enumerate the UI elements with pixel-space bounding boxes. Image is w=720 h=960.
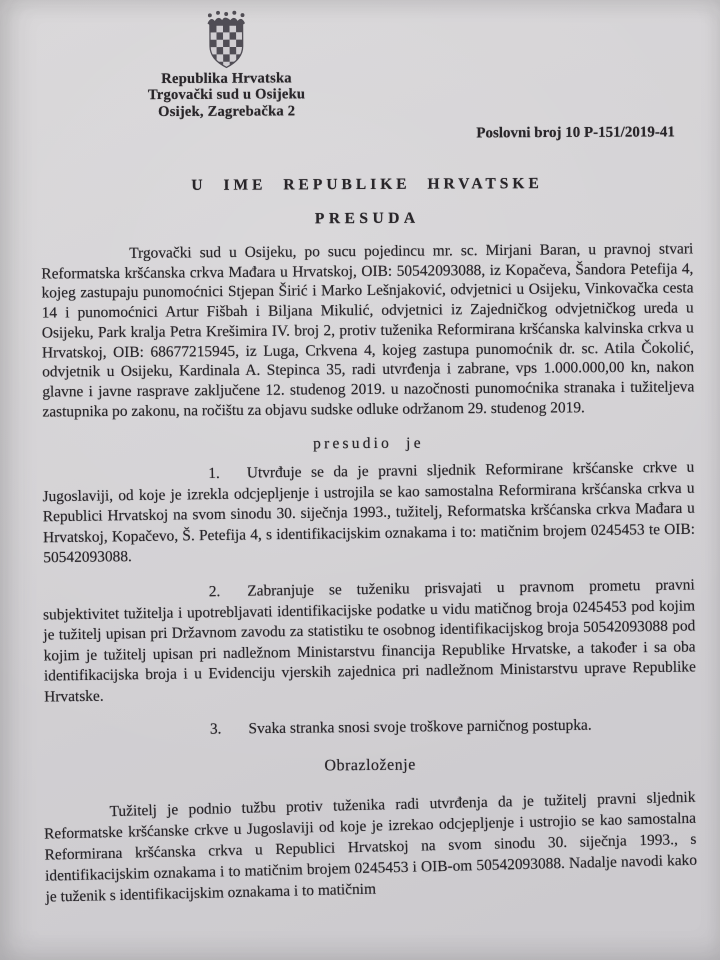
court-address: Osijek, Zagrebačka 2 bbox=[158, 102, 296, 120]
judgment-title: U IME REPUBLIKE HRVATSKE bbox=[191, 174, 543, 194]
court-header-stamp bbox=[76, 8, 377, 120]
croatian-coat-of-arms-icon bbox=[201, 9, 251, 71]
intro-paragraph: Trgovački sud u Osijeku, po sucu pojedincu mr. sc. Mirjani Baran, u pravnoj stvari Reformatska kršćanska crkva Mađara u Hrvatskoj, OIB: 50542093088, iz Kopačeva, Šandora Petefija 4, kojeg zastupaju punomoćnici Stjepan Širić i Marko Lešnjaković, odvjetnici u Osijeku, Vinkovačka cesta 14 i punomoćnici Artur Fišbah i Biljana Mikulić, odvjetnici iz Zajedničkog odvjetničkog ureda u Osijeku, Park kralja Petra Krešimira IV. broj 2, protiv tuženika Reformirana kršćanska kalvinska crkva u Hrvatskoj, OIB: 68677215945, iz Luga, Crkvena 4, kojeg zastupa punomoćnik dr. sc. Atila Čokolić, odvjetnik u Osijeku, Kardinala A. Stepinca 35, radi utvrđenja i zabrane, vps 1.000.000,00 kn, nakon glavne i javne rasprave zaključene 12. studenog 2019. u nazočnosti punomoćnika stranaka i tužiteljeva zastupnika po zakonu, na ročištu za objavu sudske odluke održanom 29. studenog 2019. bbox=[41, 240, 695, 421]
reasoning-paragraph: Tužitelj je podnio tužbu protiv tuženika radi utvrđenja da je tužitelj pravni sljednik Reformatske kršćanske crkve u Jugoslaviji od koje je izrekao odcjepljenje i ustrojio se kao samostalna Reformirana kršćanska crkva u Republici Hrvatskoj na svom sinodu 30. siječnja 1993., s identifikacijskim oznakama i to matičnim brojem 0245453 i OIB-om 50542093088. Nadalje navodi kako je tuženik s identifikacijskim oznakama i to matičnim bbox=[43, 789, 698, 907]
verdict-item-3-number: 3. bbox=[209, 720, 222, 738]
verdict-item-1-text: Utvrđuje se da je pravni sljednik Reformirane kršćanske crkve u Jugoslaviji, od koje je izrekla odcjepljenje i ustrojila se kao samostalna Reformirana kršćanska crkva u Republici Hrvatskoj na svom sinodu 30. siječnja 1993., tužitelj, Reformatska kršćanska crkva Mađara u Hrvatskoj, Kopačevo, Š. Petefija 4, s identifikacijskim oznakama i to: matičnim brojem 0245453 te OIB: 50542093088. bbox=[42, 458, 696, 566]
verdict-item-2 bbox=[43, 575, 697, 707]
verdict-item-2-text: Zabranjuje se tuženiku prisvajati u pravnom prometu pravni subjektivitet tužitelja i upotrebljavati identifikacijske podatke u vidu matičnog broja 0245453 pod kojim je tužitelj upisan pri Državnom zavodu za statistiku te osobnog identifikacijskog broja 50542093088 pod kojim je tužitelj upisan pri nadležnom Ministarstvu financija Republike Hrvatske, a također i sa oba identifikacijska broja i u Evidenciju vjerskih zajednica pri nadležnom Ministarstvu uprave Republike Hrvatske. bbox=[42, 575, 696, 705]
verdict-item-1 bbox=[42, 457, 695, 568]
reasoning-heading: Obrazloženje bbox=[324, 756, 416, 775]
court-name: Trgovački sud u Osijeku bbox=[147, 86, 306, 104]
verdict-heading: presudio je bbox=[313, 434, 424, 452]
verdict-item-3 bbox=[44, 714, 696, 741]
state-name: Republika Hrvatska bbox=[161, 70, 292, 88]
verdict-item-1-number: 1. bbox=[208, 464, 220, 482]
case-number: Poslovni broj 10 P-151/2019-41 bbox=[476, 124, 675, 142]
verdict-item-2-number: 2. bbox=[208, 582, 221, 600]
judgment-subtitle: PRESUDA bbox=[314, 209, 420, 228]
verdict-item-3-text: Svaka stranka snosi svoje troškove parničnog postupka. bbox=[248, 716, 592, 738]
